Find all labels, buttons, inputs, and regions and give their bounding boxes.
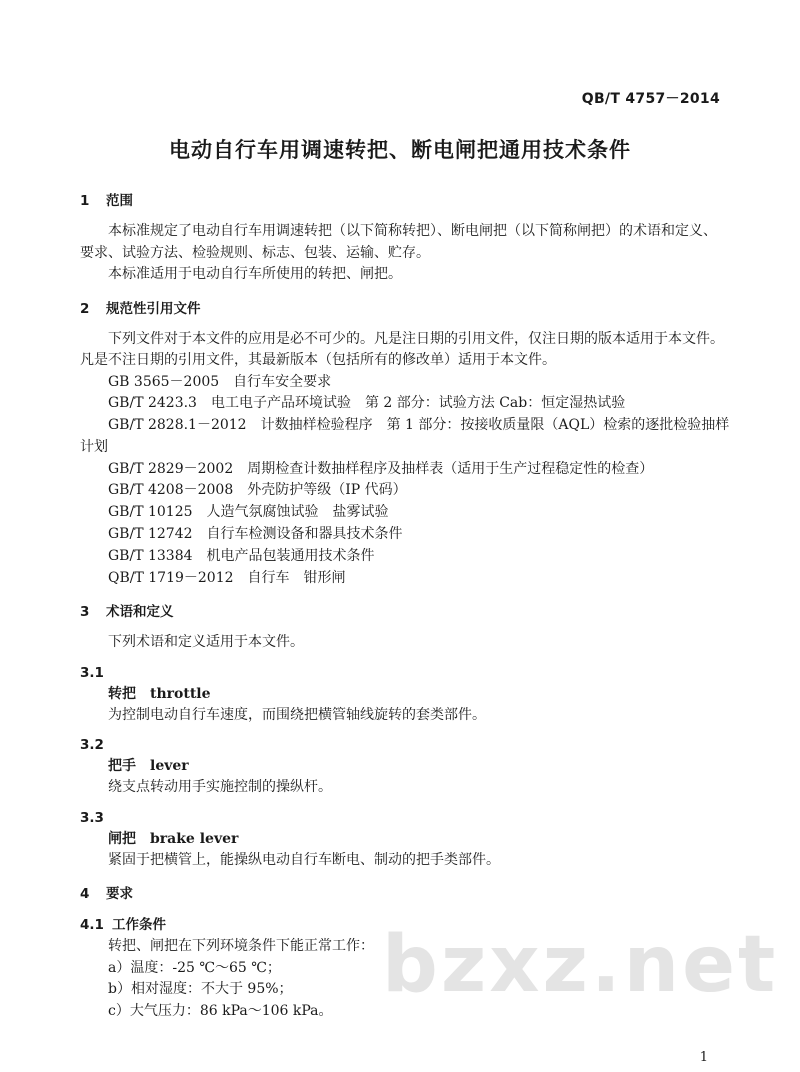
term-name: 闸把 brake lever	[108, 830, 239, 847]
term-definition: 紧固于把横管上，能操纵电动自行车断电、制动的把手类部件。	[108, 851, 500, 868]
section-2-paragraph-1: 下列文件对于本文件的应用是必不可少的。凡是注日期的引用文件，仅注日期的版本适用于本文件。凡是不注日期的引用文件，其最新版本（包括所有的修改单）适用于本文件。	[80, 330, 724, 368]
reference-item: GB/T 2423.3 电工电子产品环境试验 第 2 部分：试验方法 Cab：恒定湿热试验	[108, 395, 626, 412]
page-number: 1	[699, 1050, 708, 1065]
section-3-paragraph-1: 下列术语和定义适用于本文件。	[108, 634, 304, 651]
condition-item: b）相对湿度：不大于 95%；	[108, 981, 293, 998]
section-heading-2: 2 规范性引用文件	[80, 300, 201, 317]
document-title: 电动自行车用调速转把、断电闸把通用技术条件	[169, 138, 631, 162]
document-body	[80, 190, 730, 1022]
reference-item: GB/T 4208－2008 外壳防护等级（IP 代码）	[108, 482, 407, 499]
section-1-paragraph-1: 本标准规定了电动自行车用调速转把（以下简称转把）、断电闸把（以下简称闸把）的术语和定义、要求、试验方法、检验规则、标志、包装、运输、贮存。	[80, 223, 717, 261]
reference-item: QB/T 1719－2012 自行车 钳形闸	[108, 569, 346, 586]
reference-item: GB/T 13384 机电产品包装通用技术条件	[108, 547, 375, 564]
term-definition: 为控制电动自行车速度，而围绕把横管轴线旋转的套类部件。	[108, 706, 486, 723]
reference-item: GB/T 12742 自行车检测设备和器具技术条件	[108, 526, 403, 543]
reference-item: GB/T 2829－2002 周期检查计数抽样程序及抽样表（适用于生产过程稳定性的检查）	[108, 460, 654, 477]
watermark: bzxz.net	[382, 920, 779, 1010]
reference-item: GB/T 10125 人造气氛腐蚀试验 盐雾试验	[108, 504, 389, 521]
standard-code: QB/T 4757－2014	[581, 91, 720, 107]
section-heading-3: 3 术语和定义	[80, 604, 174, 621]
condition-item: a）温度：-25 ℃～65 ℃；	[108, 959, 281, 976]
section-heading-1: 1 范围	[80, 193, 133, 209]
reference-item: GB/T 2828.1－2012 计数抽样检验程序 第 1 部分：按接收质量限（AQL）检索的逐批检验抽样计划	[80, 417, 730, 455]
section-4-paragraph-1: 转把、闸把在下列环境条件下能正常工作：	[108, 938, 374, 955]
term-definition: 绕支点转动用手实施控制的操纵杆。	[108, 779, 332, 796]
term-name: 转把 throttle	[108, 685, 211, 702]
section-1-paragraph-2: 本标准适用于电动自行车所使用的转把、闸把。	[108, 266, 402, 282]
section-heading-4: 4 要求	[80, 886, 133, 903]
term-number: 3.1	[80, 664, 104, 681]
subsection-heading-4-1: 4.1 工作条件	[80, 917, 166, 934]
term-number: 3.2	[80, 737, 104, 754]
condition-item: c）大气压力：86 kPa～106 kPa。	[108, 1002, 333, 1019]
term-name: 把手 lever	[108, 758, 189, 775]
term-number: 3.3	[80, 809, 104, 826]
reference-item: GB 3565－2005 自行车安全要求	[108, 373, 332, 390]
